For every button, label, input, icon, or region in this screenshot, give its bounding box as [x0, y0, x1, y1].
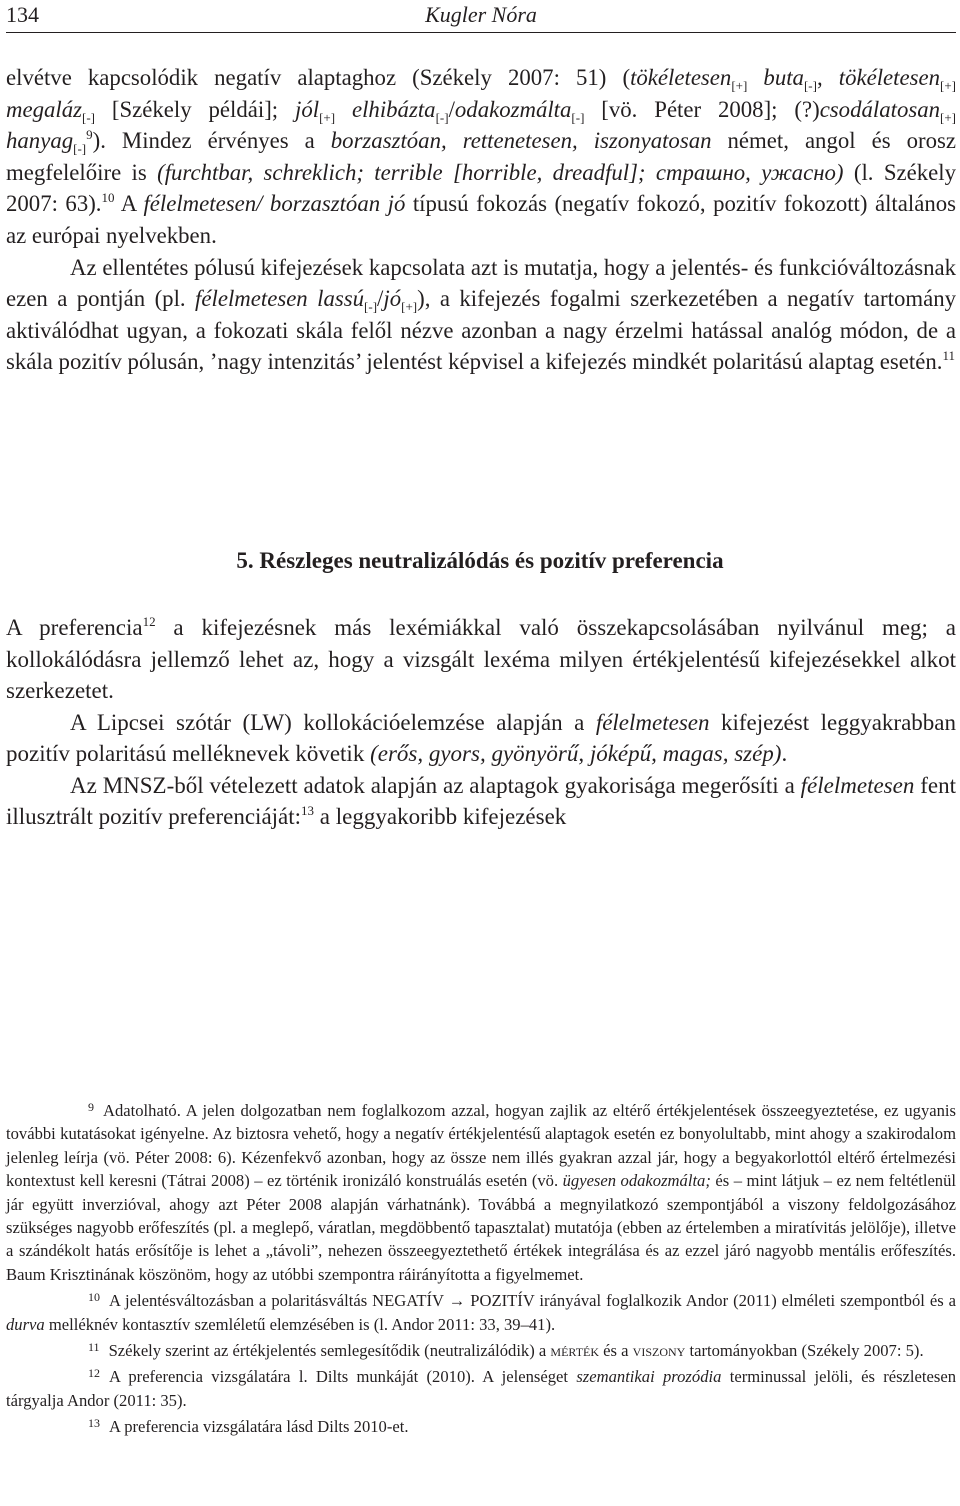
page-number: 134 — [6, 2, 39, 27]
footnote-9: $^9$ Adatolható. A jelen dolgozatban nem foglalkozom azzal, hogyan zajlik az eltérő értékjelentések összeegyeztetése, ez ugyanis további kutatásokat igényelne. Az biztosra vehető, hogy a negatív értékjelentésű alaptagok esetén ez bonyolultabb, mint ahogy a szakirodalom jelenleg leírja (vö. Péter 2008: 6). Kézenfekvő azonban, hogy az össze nem illés gyakran azzal jár, hogy a begyakorlottól eltérő értelmezési kontextust kell keresni (Tátrai 2008) – ez történik ironizáló konstruálás esetén (vö. ügyesen odakozmálta; és – mint látjuk – ez nem feltétlenül jár együtt inverzióval, ahogy azt Péter 2008 alapján várhatnánk). Továbbá a megnyilatkozó szempontjából a viszony feldolgozásához szükséges nagyobb erőfeszítés (pl. a meglepő, váratlan, megdöbbentő tapasztalat) mutatója (ebben az értelemben a miratívitás jelölője), illetve a szándékolt hatás erősítője is lehet a „távoli”, nehezen összeegyeztethető értékek integrálása és az ezzel járó nagyobb mentális erőfeszítés. Baum Krisztinának köszönöm, hogy az utóbbi szempontra ráirányította a figyelmemet. — [6, 1100, 957, 1284]
paragraph: A preferencia$^{12}$ a kifejezésnek más lexémiákkal való összekapcsolásában nyilvánul meg; a kollokálódásra jellemző lehet az, hogy a vizsgált lexéma milyen értékjelentésű kifejezésekkel alkot szerkezetet. — [6, 614, 956, 703]
section-text — [6, 612, 956, 833]
footnote-10: $^{10}$ A jelentésváltozásban a polaritásváltás NEGATÍV → POZITÍV irányával foglalkozik Andor (2011) elméleti szempontból és a durva melléknév kontasztív szemléletű elemzésében is (l. Andor 2011: 33, 39–41). — [6, 1290, 956, 1334]
footnotes — [6, 1096, 956, 1439]
paragraph: A Lipcsei szótár (LW) kollokációelemzése alapján a félelmetesen kifejezést leggyakrabban pozitív polaritású melléknevek követik (erős, gyors, gyönyörű, jóképű, magas, szép). — [6, 709, 956, 766]
paragraph: Az ellentétes pólusú kifejezések kapcsolata azt is mutatja, hogy a jelentés- és funkcióváltozásnak ezen a pontján (pl. félelmetesen $lassú_{[-]}/jó_{[+]}$), a kifejezés fogalmi szerkezetében a negatív tartomány aktiválódhat ugyan, a fokozati skála felől nézve azonban a nagy érzelmi hatással analóg módon, de a skála pozitív pólusán, ’nagy intenzitás’ jelentést képvisel a kifejezés mindkét polaritású alaptag esetén.$^{11}$ — [6, 254, 956, 375]
section-heading: 5. Részleges neutralizálódás és pozitív preferencia — [236, 548, 724, 573]
footnote-11: $^{11}$ Székely szerint az értékjelentés semlegesítődik (neutralizálódik) a mérték és a viszony tartományokban (Székely 2007: 5). — [88, 1340, 924, 1361]
paragraph: elvétve kapcsolódik negatív alaptaghoz (Székely 2007: 51) (tökéletesen$_{[+]}$ buta$_{[-]}$, tökéletesen$_{[+]}$ megaláz$_{[-]}$ [Székely példái]; jól$_{[+]}$ elhibázta$_{[-]}$/odakozmálta$_{[-]}$ [vö. Péter 2008]; (?)csodálatosan$_{[+]}$ hanyag$_{[-]}^9$). Mindez érvényes a borzasztóan, rettenetesen, iszonyatosan német, angol és orosz megfelelőire is (furchtbar, schreklich; terrible [horrible, dreadful]; страшно, ужасно) (l. Székely 2007: 63).$^{10}$ A félelmetesen/ borzasztóan jó típusú fokozás (negatív fokozó, pozitív fokozott) általános az európai nyelvekben. — [6, 65, 957, 248]
body-text — [6, 62, 956, 378]
footnote-13: $^{13}$ A preferencia vizsgálatára lásd Dilts 2010-et. — [88, 1416, 409, 1437]
footnote-12: $^{12}$ A preferencia vizsgálatára l. Dilts munkáját (2010). A jelenséget szemantikai prozódia terminussal jelöli, és részletesen tárgyalja Andor (2011: 35). — [6, 1366, 956, 1410]
page-header — [6, 0, 956, 33]
running-head: Kugler Nóra — [425, 2, 537, 27]
paragraph: Az MNSZ-ből vételezett adatok alapján az alaptagok gyakorisága megerősíti a félelmetesen fent illusztrált pozitív preferenciáját:$^{13}$ a leggyakoribb kifejezések — [6, 772, 956, 829]
